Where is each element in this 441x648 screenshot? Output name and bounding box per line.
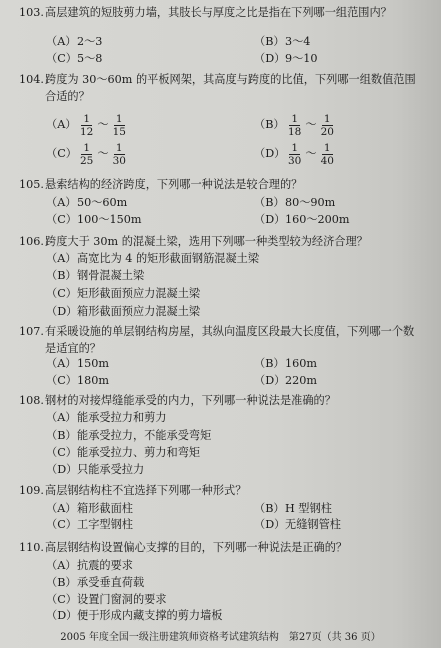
option-b	[46, 576, 426, 590]
denominator: 30	[288, 154, 302, 167]
option-label: （C）	[46, 287, 77, 300]
option-label: （C）	[46, 52, 77, 65]
option-text: 抗震的要求	[77, 559, 133, 572]
option-c	[46, 374, 246, 388]
question-number: 106.	[19, 235, 44, 248]
option-d	[46, 609, 426, 623]
option-c	[46, 52, 246, 66]
option-text: 160m	[285, 357, 317, 370]
option-label: （D）	[254, 213, 286, 226]
option-c	[46, 287, 426, 301]
option-label: （B）	[46, 429, 77, 442]
option-c	[46, 140, 246, 168]
option-label: （D）	[254, 518, 286, 531]
option-text: 5～8	[77, 52, 103, 65]
numerator: 1	[291, 141, 299, 154]
option-text: 9～10	[285, 52, 318, 65]
option-label: （D）	[46, 463, 78, 476]
option-a	[46, 559, 426, 573]
option-label: （B）	[254, 118, 285, 131]
question-number: 108.	[19, 394, 44, 407]
option-a	[46, 252, 426, 266]
denominator: 20	[320, 125, 334, 138]
numerator: 1	[323, 141, 331, 154]
option-c	[46, 446, 426, 460]
option-b	[254, 357, 434, 371]
range-separator: ～	[97, 147, 109, 160]
option-label: （D）	[254, 52, 286, 65]
option-label: （A）	[46, 196, 77, 209]
fraction-to	[320, 113, 335, 138]
option-text: 100～150m	[77, 213, 142, 226]
option-text: 钢骨混凝土梁	[77, 269, 145, 282]
numerator: 1	[115, 141, 123, 154]
option-a	[46, 502, 246, 516]
question-text: 有采暖设施的单层钢结构房屋，其纵向温度区段最大长度值，下列哪一个数	[45, 325, 415, 338]
question-number: 109.	[19, 484, 44, 497]
option-label: （C）	[46, 213, 77, 226]
denominator: 18	[288, 125, 302, 138]
question-number: 107.	[19, 325, 44, 338]
question-number: 110.	[19, 541, 44, 554]
numerator: 1	[83, 112, 91, 125]
fraction-from	[79, 142, 94, 167]
option-text: 承受垂直荷载	[77, 576, 145, 589]
option-label: （B）	[254, 357, 285, 370]
question-text: 悬索结构的经济跨度，下列哪一种说法是较合理的？	[45, 178, 303, 191]
option-label: （D）	[46, 609, 78, 622]
fraction-from	[287, 113, 302, 138]
option-a	[46, 196, 246, 210]
option-text: 高宽比为 4 的矩形截面钢筋混凝土梁	[77, 252, 260, 265]
option-label: （B）	[46, 269, 77, 282]
option-text: 160～200m	[285, 213, 350, 226]
option-a	[46, 357, 246, 371]
option-a	[46, 411, 426, 425]
question-text: 钢材的对接焊缝能承受的内力，下列哪一种说法是准确的？	[45, 394, 336, 407]
option-text: 能承受拉力和剪力	[77, 411, 167, 424]
option-label: （C）	[46, 374, 77, 387]
fraction-to	[320, 142, 335, 167]
option-label: （A）	[46, 118, 77, 131]
option-label: （B）	[46, 576, 77, 589]
option-b	[46, 429, 426, 443]
question-text: 跨度大于 30m 的混凝土梁，选用下列哪一种类型较为经济合理？	[45, 235, 368, 248]
range-separator: ～	[305, 118, 317, 131]
question-text: 跨度为 30～60m 的平板网架，其高度与跨度的比值，下列哪一组数值范围	[45, 73, 416, 86]
option-label: （B）	[254, 502, 285, 515]
option-label: （C）	[46, 518, 77, 531]
option-text: 无缝钢管柱	[285, 518, 341, 531]
option-text: 箱形截面柱	[77, 502, 133, 515]
option-label: （B）	[254, 196, 285, 209]
question-text-continued: 是适宜的？	[45, 342, 101, 355]
option-label: （A）	[46, 252, 77, 265]
option-label: （D）	[46, 305, 78, 318]
page-footer: 2005 年度全国一级注册建筑师资格考试建筑结构 第27页（共 36 页）	[60, 632, 381, 643]
question-number: 103.	[19, 6, 44, 19]
option-d	[254, 213, 434, 227]
option-d	[46, 305, 426, 319]
range-separator: ～	[305, 147, 317, 160]
option-text: 箱形截面预应力混凝土梁	[77, 305, 201, 318]
numerator: 1	[291, 112, 299, 125]
option-d	[254, 518, 434, 532]
denominator: 15	[112, 125, 126, 138]
option-text: 180m	[77, 374, 109, 387]
option-label: （A）	[46, 502, 77, 515]
option-b	[254, 502, 434, 516]
option-d	[254, 52, 434, 66]
option-d	[254, 140, 434, 168]
option-c	[46, 593, 426, 607]
option-a	[46, 111, 246, 139]
option-text: H 型钢柱	[285, 502, 332, 515]
option-label: （D）	[254, 374, 286, 387]
option-text: 2～3	[77, 35, 103, 48]
option-a	[46, 35, 246, 49]
option-b	[254, 196, 434, 210]
option-b	[46, 269, 426, 283]
fraction-to	[112, 142, 127, 167]
numerator: 1	[323, 112, 331, 125]
option-c	[46, 213, 246, 227]
option-b	[254, 35, 434, 49]
option-text: 150m	[77, 357, 109, 370]
denominator: 12	[80, 125, 94, 138]
range-separator: ～	[97, 118, 109, 131]
option-d	[46, 463, 426, 477]
option-label: （A）	[46, 559, 77, 572]
option-text: 矩形截面预应力混凝土梁	[77, 287, 201, 300]
option-text: 只能承受拉力	[77, 463, 145, 476]
option-text: 80～90m	[285, 196, 336, 209]
option-label: （B）	[254, 35, 285, 48]
option-text: 220m	[285, 374, 317, 387]
question-text-continued: 合适的？	[45, 90, 90, 103]
option-label: （D）	[254, 147, 286, 160]
option-text: 工字型钢柱	[77, 518, 133, 531]
option-c	[46, 518, 246, 532]
option-label: （C）	[46, 593, 77, 606]
denominator: 30	[112, 154, 126, 167]
question-text: 高层建筑的短肢剪力墙，其肢长与厚度之比是指在下列哪一组范围内？	[45, 6, 392, 19]
option-text: 设置门窗洞的要求	[77, 593, 167, 606]
option-label: （A）	[46, 411, 77, 424]
question-text: 高层钢结构设置偏心支撑的目的，下列哪一种说法是正确的？	[45, 541, 348, 554]
option-label: （C）	[46, 446, 77, 459]
option-label: （A）	[46, 357, 77, 370]
option-b	[254, 111, 434, 139]
question-text: 高层钢结构柱不宜选择下列哪一种形式？	[45, 484, 247, 497]
option-text: 便于形成内藏支撑的剪力墙板	[77, 609, 223, 622]
numerator: 1	[115, 112, 123, 125]
fraction-to	[112, 113, 127, 138]
option-label: （A）	[46, 35, 77, 48]
denominator: 40	[320, 154, 334, 167]
option-text: 能承受拉力，不能承受弯矩	[77, 429, 212, 442]
option-text: 50～60m	[77, 196, 128, 209]
option-text: 3～4	[285, 35, 311, 48]
option-d	[254, 374, 434, 388]
fraction-from	[79, 113, 94, 138]
question-number: 105.	[19, 178, 44, 191]
fraction-from	[287, 142, 302, 167]
numerator: 1	[83, 141, 91, 154]
question-number: 104.	[19, 73, 44, 86]
option-text: 能承受拉力、剪力和弯矩	[77, 446, 201, 459]
denominator: 25	[80, 154, 94, 167]
option-label: （C）	[46, 147, 77, 160]
